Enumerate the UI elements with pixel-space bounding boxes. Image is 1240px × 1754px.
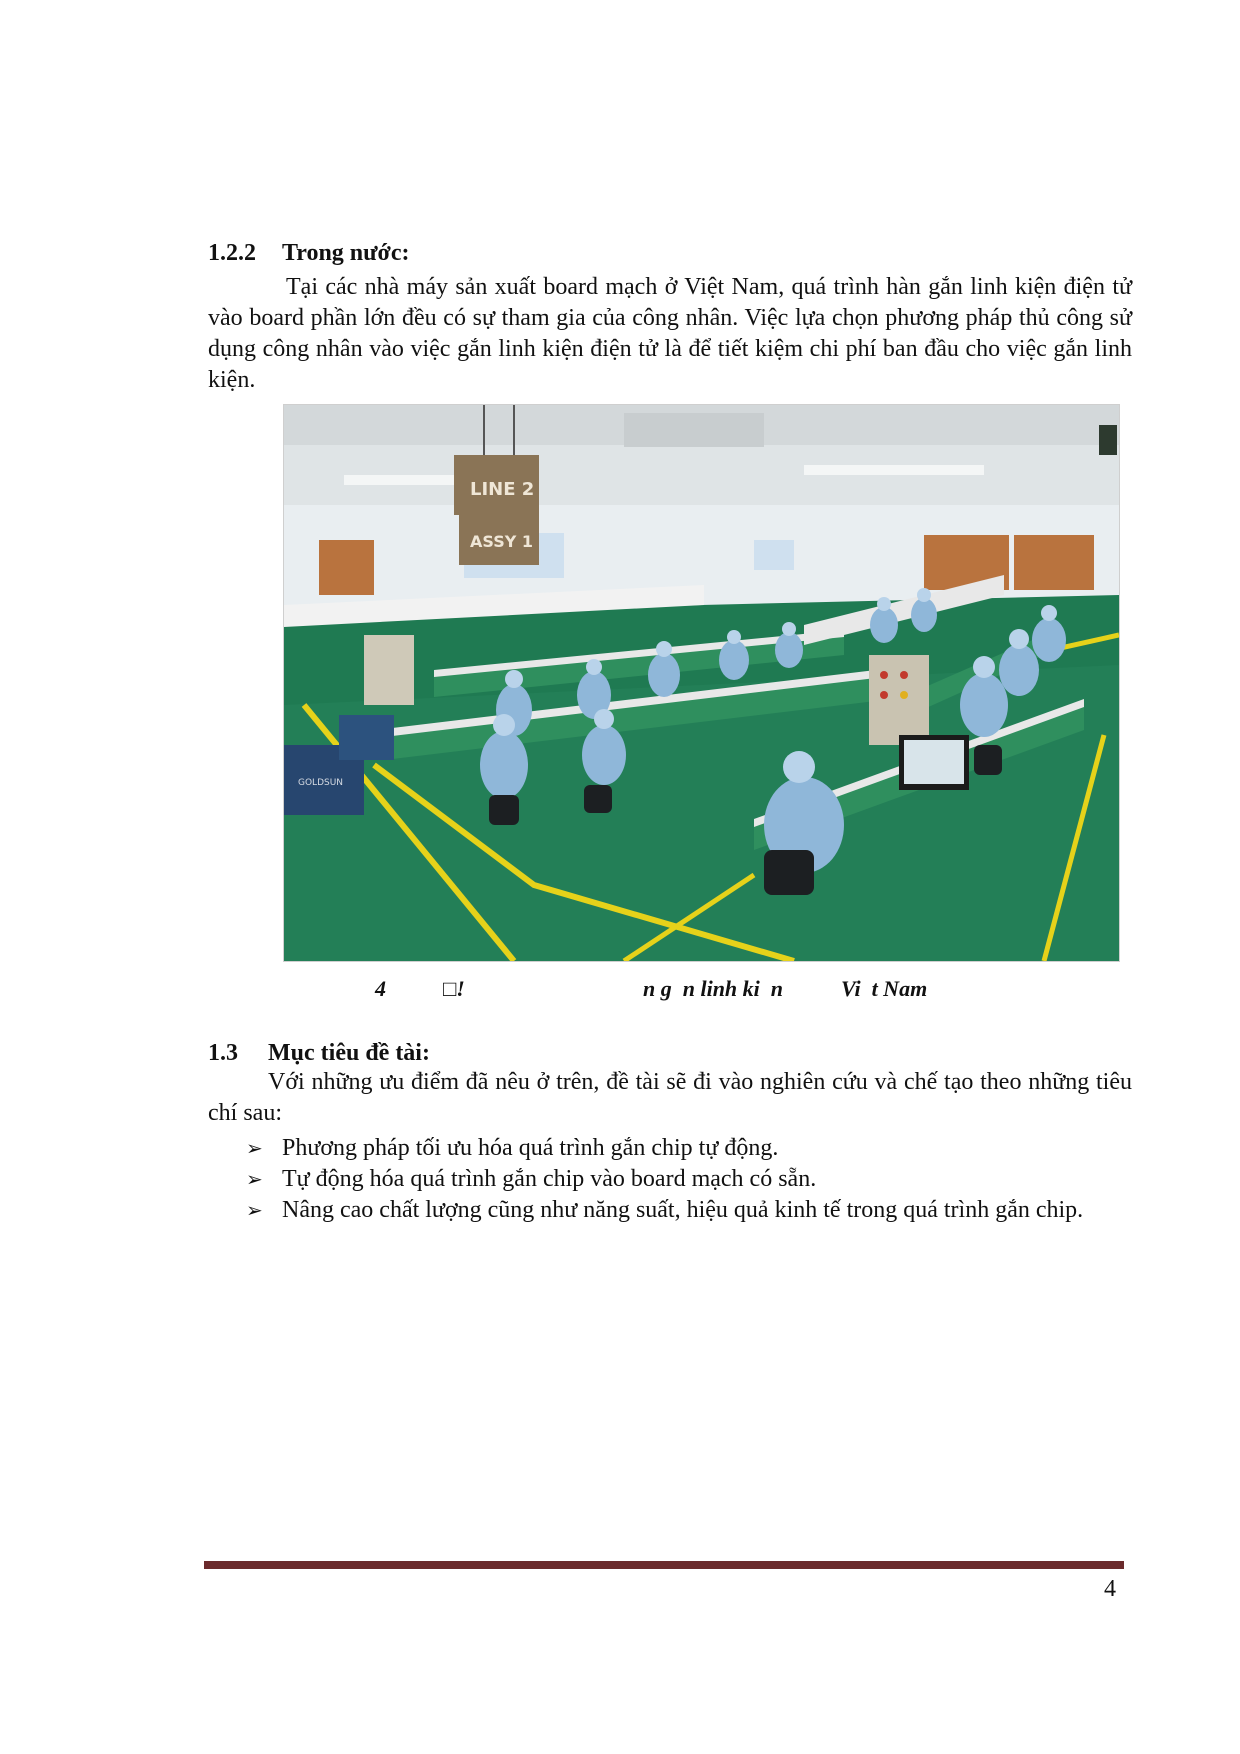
list-item <box>208 1164 1132 1195</box>
footer-rule <box>204 1561 1124 1569</box>
objective-list <box>208 1133 1132 1226</box>
list-item-text: Phương pháp tối ưu hóa quá trình gắn chip tự động. <box>282 1135 779 1161</box>
caption-fragment-3: Vi t Nam <box>841 976 928 1001</box>
arrowhead-bullet-icon: ➢ <box>246 1198 263 1222</box>
section-title: Mục tiêu đề tài: <box>268 1040 430 1066</box>
sign-assy-1: ASSY 1 <box>470 532 533 551</box>
section-number: 1.3 <box>208 1040 238 1066</box>
list-item-text: Tự động hóa quá trình gắn chip vào board mạch có sẵn. <box>282 1166 817 1192</box>
section-heading-1-3 <box>208 1040 430 1067</box>
caption-figure-number: 4 <box>375 976 386 1001</box>
caption-fragment-1: □! <box>443 976 465 1001</box>
arrowhead-bullet-icon: ➢ <box>246 1167 263 1191</box>
crate-label: GOLDSUN <box>298 778 344 788</box>
caption-fragment-2: n g n linh ki n <box>643 976 784 1001</box>
list-item-text: Nâng cao chất lượng cũng như năng suất, hiệu quả kinh tế trong quá trình gắn chip. <box>282 1197 1084 1223</box>
section-title: Trong nước: <box>282 240 410 266</box>
paragraph-objectives: Với những ưu điểm đã nêu ở trên, đề tài sẽ đi vào nghiên cứu và chế tạo theo những tiêu chí sau: <box>208 1069 1132 1126</box>
section-number: 1.2.2 <box>208 240 256 266</box>
list-item <box>208 1133 1132 1164</box>
sign-line-2: LINE 2 <box>470 479 535 500</box>
section-heading-1-2-2 <box>208 240 409 267</box>
paragraph-domestic: Tại các nhà máy sản xuất board mạch ở Việt Nam, quá trình hàn gắn linh kiện điện tử vào board phần lớn đều có sự tham gia của công nhân. Việc lựa chọn phương pháp thủ công sử dụng công nhân vào việc gắn linh kiện điện tử là để tiết kiệm chi phí ban đầu cho việc gắn linh kiện. <box>208 274 1132 393</box>
arrowhead-bullet-icon: ➢ <box>246 1136 263 1160</box>
factory-photo <box>283 404 1120 962</box>
page-number: 4 <box>1104 1576 1116 1602</box>
list-item <box>208 1195 1132 1226</box>
